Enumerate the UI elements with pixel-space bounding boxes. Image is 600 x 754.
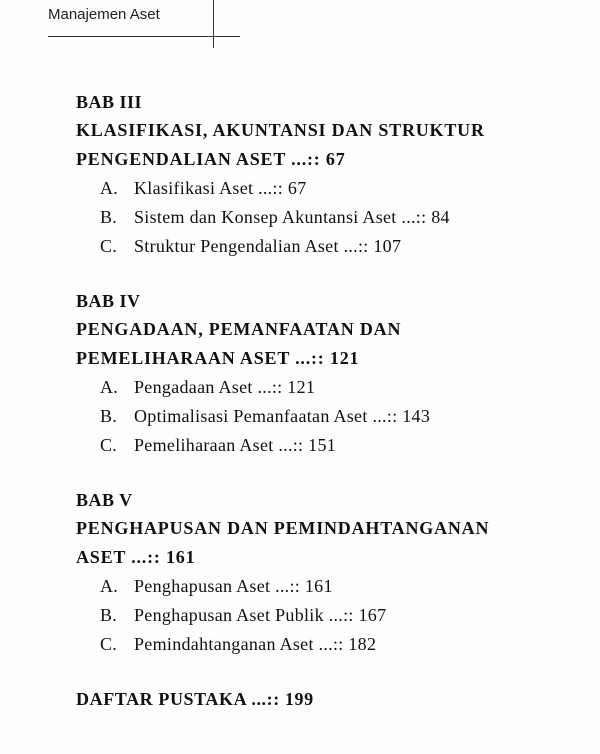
- chapter-title: [76, 315, 556, 373]
- chapter-title: [76, 116, 556, 174]
- chapter-label: BAB III: [76, 92, 143, 112]
- chapter-label: BAB IV: [76, 291, 141, 311]
- chapter-title-line: KLASIFIKASI, AKUNTANSI DAN STRUKTUR: [76, 120, 485, 140]
- section-item: [100, 431, 556, 460]
- section-text: Pengadaan Aset ...:: 121: [134, 377, 316, 397]
- chapter-bab-v: [76, 486, 556, 659]
- section-list: [76, 174, 556, 261]
- section-item: [100, 402, 556, 431]
- chapter-title-line: ASET ...:: 161: [76, 547, 196, 567]
- chapter-bab-iii: [76, 88, 556, 261]
- section-letter: A.: [100, 178, 119, 198]
- section-letter: B.: [100, 207, 118, 227]
- header-rule: [48, 36, 240, 37]
- section-text: Penghapusan Aset ...:: 161: [134, 576, 333, 596]
- chapter-title-line: PENGHAPUSAN DAN PEMINDAHTANGANAN: [76, 518, 490, 538]
- section-text: Klasifikasi Aset ...:: 67: [134, 178, 307, 198]
- section-item: [100, 630, 556, 659]
- chapter-title-line: PENGADAAN, PEMANFAATAN DAN: [76, 319, 402, 339]
- section-item: [100, 203, 556, 232]
- chapter-title-line: PENGENDALIAN ASET ...:: 67: [76, 149, 346, 169]
- chapter-bab-iv: [76, 287, 556, 460]
- section-list: [76, 373, 556, 460]
- section-text: Pemindahtanganan Aset ...:: 182: [134, 634, 377, 654]
- running-header: Manajemen Aset: [48, 6, 160, 23]
- table-of-contents: [76, 88, 556, 713]
- chapter-title-line: PEMELIHARAAN ASET ...:: 121: [76, 348, 360, 368]
- section-letter: C.: [100, 435, 118, 455]
- section-letter: C.: [100, 236, 118, 256]
- section-letter: C.: [100, 634, 118, 654]
- section-list: [76, 572, 556, 659]
- chapter-label: BAB V: [76, 490, 133, 510]
- chapter-title: [76, 514, 556, 572]
- section-item: [100, 232, 556, 261]
- section-text: Sistem dan Konsep Akuntansi Aset ...:: 84: [134, 207, 450, 227]
- section-letter: A.: [100, 576, 119, 596]
- section-item: [100, 572, 556, 601]
- daftar-pustaka-entry: DAFTAR PUSTAKA ...:: 199: [76, 689, 314, 709]
- section-item: [100, 373, 556, 402]
- section-text: Optimalisasi Pemanfaatan Aset ...:: 143: [134, 406, 431, 426]
- section-letter: B.: [100, 605, 118, 625]
- section-letter: B.: [100, 406, 118, 426]
- header-tick: [213, 0, 214, 48]
- section-item: [100, 174, 556, 203]
- section-text: Struktur Pengendalian Aset ...:: 107: [134, 236, 402, 256]
- section-item: [100, 601, 556, 630]
- section-letter: A.: [100, 377, 119, 397]
- section-text: Penghapusan Aset Publik ...:: 167: [134, 605, 387, 625]
- section-text: Pemeliharaan Aset ...:: 151: [134, 435, 337, 455]
